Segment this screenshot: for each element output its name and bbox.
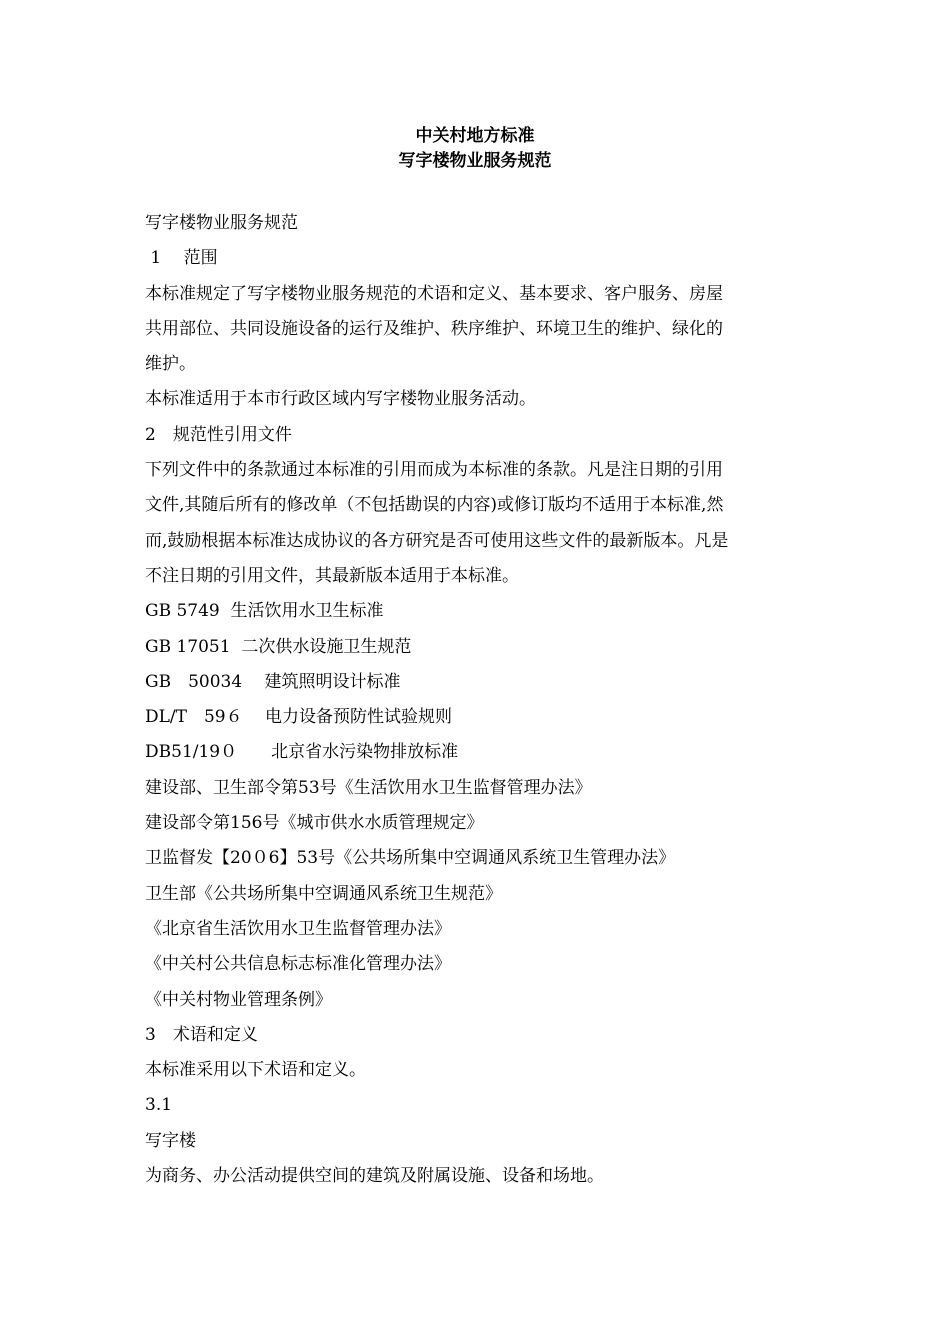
paragraph-line: 而,鼓励根据本标准达成协议的各方研究是否可使用这些文件的最新版本。凡是: [145, 530, 729, 551]
section-2-heading: 2 规范性引用文件: [145, 424, 292, 445]
reference-item: 《北京省生活饮用水卫生监督管理办法》: [145, 918, 451, 939]
section-3-heading: 3 术语和定义: [145, 1024, 258, 1045]
reference-item: 《中关村物业管理条例》: [145, 989, 332, 1010]
title-line-1: 中关村地方标准: [415, 126, 535, 146]
title-line-2: 写字楼物业服务规范: [398, 151, 552, 171]
paragraph-line: 下列文件中的条款通过本标准的引用而成为本标准的条款。凡是注日期的引用: [145, 460, 723, 481]
term-definition: 为商务、办公活动提供空间的建筑及附属设施、设备和场地。: [145, 1166, 604, 1187]
paragraph-line: 本标准适用于本市行政区域内写字楼物业服务活动。: [145, 389, 536, 410]
paragraph-line: 共用部位、共同设施设备的运行及维护、秩序维护、环境卫生的维护、绿化的: [145, 318, 723, 339]
reference-item: GB 50034 建筑照明设计标准: [145, 671, 401, 692]
reference-item: GB 5749 生活饮用水卫生标准: [145, 601, 384, 622]
paragraph-line: 本标准采用以下术语和定义。: [145, 1060, 366, 1081]
reference-item: DL/T 59６ 电力设备预防性试验规则: [145, 707, 453, 728]
paragraph-line: 不注日期的引用文件，其最新版本适用于本标准。: [145, 565, 519, 586]
document-body: [145, 206, 810, 1194]
reference-item: 卫监督发【20０6】53号《公共场所集中空调通风系统卫生管理办法》: [145, 848, 676, 869]
reference-item: 建设部令第156号《城市供水水质管理规定》: [145, 813, 484, 834]
reference-item: 卫生部《公共场所集中空调通风系统卫生规范》: [145, 883, 502, 904]
reference-item: GB 17051 二次供水设施卫生规范: [145, 636, 412, 657]
paragraph-line: 本标准规定了写字楼物业服务规范的术语和定义、基本要求、客户服务、房屋: [145, 283, 723, 304]
paragraph-line: 文件,其随后所有的修改单（不包括勘误的内容)或修订版均不适用于本标准,然: [145, 495, 724, 516]
document-title: [0, 124, 950, 174]
reference-item: 建设部、卫生部令第53号《生活饮用水卫生监督管理办法》: [145, 777, 592, 798]
reference-item: 《中关村公共信息标志标准化管理办法》: [145, 954, 451, 975]
term-number: 3.1: [145, 1095, 173, 1116]
term-name: 写字楼: [145, 1130, 196, 1151]
reference-item: DB51/19０ 北京省水污染物排放标准: [145, 742, 459, 763]
heading-doc-name: 写字楼物业服务规范: [145, 213, 298, 233]
section-1-heading: 1 范围: [145, 248, 218, 269]
paragraph-line: 维护。: [145, 354, 196, 375]
